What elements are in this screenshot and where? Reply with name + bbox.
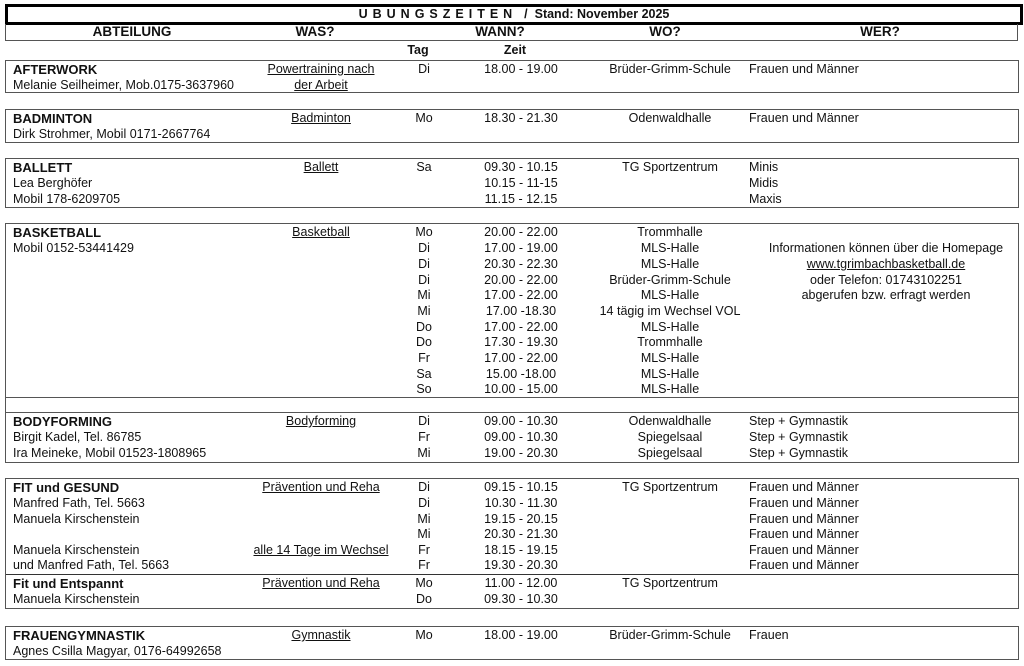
row-wer: Frauen und Männer	[749, 111, 859, 125]
section-contact: Manuela Kirschenstein	[13, 543, 140, 557]
header-was: WAS?	[295, 24, 335, 39]
row-zeit: 18.15 - 19.15	[484, 543, 558, 557]
row-zeit: 17.00 - 19.00	[484, 241, 558, 255]
section-name: FRAUENGYMNASTIK	[13, 628, 146, 643]
row-wer: Step + Gymnastik	[749, 446, 848, 460]
basketball-info-footer: abgerufen bzw. erfragt werden	[801, 288, 971, 302]
section-contact: Melanie Seilheimer, Mob.0175-3637960	[13, 78, 234, 92]
row-wo: MLS-Halle	[640, 382, 700, 396]
section-name: BADMINTON	[13, 111, 93, 126]
subsection-divider	[6, 574, 1018, 575]
section-basketball	[5, 223, 1019, 413]
header-wer: WER?	[860, 24, 900, 39]
section-bodyforming	[5, 412, 1019, 463]
was-link[interactable]: Gymnastik	[291, 628, 351, 642]
row-zeit: 15.00 -18.00	[485, 367, 557, 381]
row-zeit: 09.00 - 10.30	[484, 414, 558, 428]
row-zeit: 18.00 - 19.00	[484, 62, 558, 76]
row-tag: Di	[418, 62, 430, 76]
row-zeit: 11.15 - 12.15	[484, 192, 558, 206]
row-tag: Mi	[417, 288, 431, 302]
section-badminton	[5, 109, 1019, 143]
row-wer: Maxis	[749, 192, 782, 206]
section-contact: Ira Meineke, Mobil 01523-1808965	[13, 446, 207, 460]
row-zeit: 20.00 - 22.00	[484, 225, 558, 239]
row-tag: Fr	[418, 543, 430, 557]
row-wo: TG Sportzentrum	[622, 576, 718, 590]
was-link[interactable]: Powertraining nach	[267, 62, 375, 76]
row-wo: Brüder-Grimm-Schule	[609, 273, 731, 287]
row-wo: 14 tägig im Wechsel VOL	[599, 304, 741, 318]
header-wann: WANN?	[475, 24, 525, 39]
row-wer: Step + Gymnastik	[749, 414, 848, 428]
row-tag: Di	[418, 257, 430, 271]
row-tag: Mi	[417, 512, 431, 526]
was-link[interactable]: Ballett	[303, 160, 339, 174]
basketball-phone-text: oder Telefon: 01743102251	[810, 273, 962, 287]
row-wer: Step + Gymnastik	[749, 430, 848, 444]
was-link[interactable]: Badminton	[291, 111, 351, 125]
row-tag: Fr	[418, 430, 430, 444]
header-wo: WO?	[649, 24, 681, 39]
section-contact: Manfred Fath, Tel. 5663	[13, 496, 145, 510]
section-name: BODYFORMING	[13, 414, 112, 429]
row-wer: Frauen und Männer	[749, 496, 859, 510]
was-link[interactable]: Basketball	[292, 225, 350, 239]
row-zeit: 19.15 - 20.15	[484, 512, 558, 526]
row-zeit: 10.30 - 11.30	[484, 496, 558, 510]
row-wo: Odenwaldhalle	[628, 414, 712, 428]
row-zeit: 17.30 - 19.30	[484, 335, 558, 349]
row-wo: TG Sportzentrum	[622, 480, 718, 494]
section-name: BALLETT	[13, 160, 73, 175]
row-zeit: 17.00 - 22.00	[484, 351, 558, 365]
row-wer: Frauen und Männer	[749, 527, 859, 541]
row-zeit: 19.30 - 20.30	[484, 558, 558, 572]
row-tag: Do	[416, 320, 432, 334]
row-wer: Frauen und Männer	[749, 558, 859, 572]
row-tag: Mi	[417, 304, 431, 318]
row-tag: So	[416, 382, 432, 396]
row-wo: Brüder-Grimm-Schule	[609, 62, 731, 76]
row-zeit: 09.00 - 10.30	[484, 430, 558, 444]
row-zeit: 10.15 - 11-15	[484, 176, 558, 190]
row-wo: Brüder-Grimm-Schule	[609, 628, 731, 642]
row-wer: Midis	[749, 176, 779, 190]
basketball-info-text: Informationen können über die Homepage	[768, 241, 1004, 255]
row-wer: Frauen und Männer	[749, 62, 859, 76]
row-wo: MLS-Halle	[640, 351, 700, 365]
row-zeit: 20.00 - 22.00	[484, 273, 558, 287]
section-frauengymnastik	[5, 626, 1019, 660]
section-ballett	[5, 158, 1019, 208]
row-tag: Do	[416, 335, 432, 349]
row-tag: Di	[418, 414, 430, 428]
row-tag: Mo	[415, 576, 433, 590]
section-contact-phone: Mobil 178-6209705	[13, 192, 121, 206]
section-contact: Birgit Kadel, Tel. 86785	[13, 430, 142, 444]
row-tag: Mo	[415, 225, 433, 239]
row-tag: Mi	[417, 527, 431, 541]
row-tag: Di	[418, 496, 430, 510]
document-title	[8, 7, 1020, 22]
row-zeit: 20.30 - 22.30	[484, 257, 558, 271]
row-wer: Minis	[749, 160, 779, 174]
row-zeit: 11.00 - 12.00	[484, 576, 558, 590]
was-link-line2[interactable]: der Arbeit	[294, 78, 348, 92]
row-wo: Trommhalle	[637, 335, 703, 349]
row-wo: Spiegelsaal	[637, 430, 703, 444]
row-tag: Mi	[417, 446, 431, 460]
section-contact: Mobil 0152-53441429	[13, 241, 134, 255]
row-wo: Odenwaldhalle	[628, 111, 712, 125]
row-tag: Sa	[416, 367, 432, 381]
row-zeit: 10.00 - 15.00	[484, 382, 558, 396]
section-contact: Manuela Kirschenstein	[13, 512, 140, 526]
row-wo: TG Sportzentrum	[622, 160, 718, 174]
row-wo: Spiegelsaal	[637, 446, 703, 460]
row-zeit: 09.30 - 10.15	[484, 160, 558, 174]
row-wer: Frauen und Männer	[749, 480, 859, 494]
header-abteilung: ABTEILUNG	[92, 24, 172, 39]
basketball-divider	[5, 397, 1019, 398]
row-tag: Di	[418, 480, 430, 494]
row-wo: MLS-Halle	[640, 257, 700, 271]
section-contact: Agnes Csilla Magyar, 0176-64992658	[13, 644, 222, 658]
row-wo: MLS-Halle	[640, 320, 700, 334]
was-link[interactable]: Prävention und Reha	[262, 480, 380, 494]
row-tag: Di	[418, 241, 430, 255]
row-zeit: 18.30 - 21.30	[484, 111, 558, 125]
row-tag: Do	[416, 592, 432, 606]
row-wo: MLS-Halle	[640, 288, 700, 302]
row-zeit: 17.00 -18.30	[485, 304, 557, 318]
section-contact: Lea Berghöfer	[13, 176, 93, 190]
row-zeit: 18.00 - 19.00	[484, 628, 558, 642]
section-afterwork	[5, 60, 1019, 93]
title-separator: /	[524, 7, 528, 21]
section-name-fit-entspannt: Fit und Entspannt	[13, 576, 124, 591]
row-zeit: 20.30 - 21.30	[484, 527, 558, 541]
section-name: FIT und GESUND	[13, 480, 120, 495]
was-link[interactable]: Bodyforming	[285, 414, 357, 428]
row-tag: Fr	[418, 558, 430, 572]
row-zeit: 19.00 - 20.30	[484, 446, 558, 460]
row-tag: Mo	[415, 111, 433, 125]
row-zeit: 09.15 - 10.15	[484, 480, 558, 494]
document-title-bar	[5, 4, 1023, 25]
subheader-tag: Tag	[407, 43, 429, 57]
section-fit-gesund	[5, 478, 1019, 609]
section-name: BASKETBALL	[13, 225, 102, 240]
row-tag: Sa	[416, 160, 432, 174]
section-contact: und Manfred Fath, Tel. 5663	[13, 558, 170, 572]
section-contact: Manuela Kirschenstein	[13, 592, 140, 606]
subheader-zeit: Zeit	[503, 43, 527, 57]
title-stand: Stand: November 2025	[534, 7, 670, 21]
section-name: AFTERWORK	[13, 62, 98, 77]
row-zeit: 17.00 - 22.00	[484, 320, 558, 334]
row-wer: Frauen und Männer	[749, 543, 859, 557]
row-tag: Mo	[415, 628, 433, 642]
row-wo: MLS-Halle	[640, 367, 700, 381]
row-zeit: 09.30 - 10.30	[484, 592, 558, 606]
row-zeit: 17.00 - 22.00	[484, 288, 558, 302]
was-note-link[interactable]: alle 14 Tage im Wechsel	[253, 543, 389, 557]
section-contact: Dirk Strohmer, Mobil 0171-2667764	[13, 127, 211, 141]
basketball-homepage-link[interactable]: www.tgrimbachbasketball.de	[806, 257, 966, 271]
row-wo: Trommhalle	[637, 225, 703, 239]
title-heading: UBUNGSZEITEN	[358, 7, 518, 21]
row-wer: Frauen	[749, 628, 789, 642]
was-link[interactable]: Prävention und Reha	[262, 576, 380, 590]
row-wer: Frauen und Männer	[749, 512, 859, 526]
row-tag: Di	[418, 273, 430, 287]
row-tag: Fr	[418, 351, 430, 365]
row-wo: MLS-Halle	[640, 241, 700, 255]
